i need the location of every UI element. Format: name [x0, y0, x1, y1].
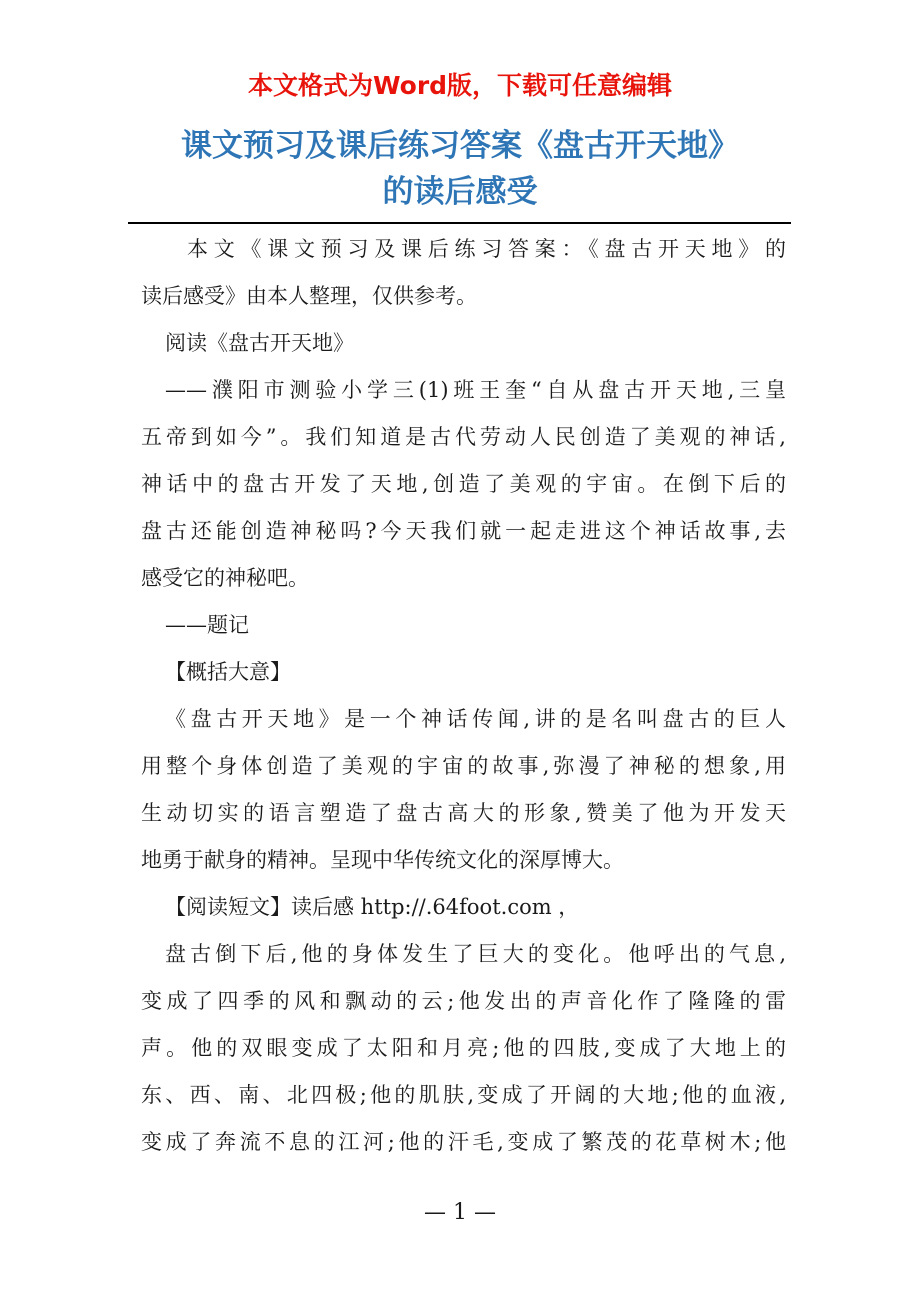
section-heading: 【阅读短文】读后感 http://.64foot.com ， — [165, 895, 580, 919]
paragraph-line: 感受它的神秘吧。 — [141, 566, 309, 590]
paragraph-line: 变成了四季的风和飘动的云;他发出的声音化作了隆隆的雷 — [141, 989, 786, 1013]
section-heading: 【概括大意】 — [165, 660, 291, 684]
document-title-line-2: 的读后感受 — [382, 174, 538, 210]
paragraph-line: 生动切实的语言塑造了盘古高大的形象,赞美了他为开发天 — [141, 801, 786, 825]
paragraph-line: 《盘古开天地》是一个神话传闻,讲的是名叫盘古的巨人 — [165, 707, 786, 731]
paragraph-line: 五帝到如今”。我们知道是古代劳动人民创造了美观的神话, — [141, 425, 786, 449]
paragraph-line: 声。他的双眼变成了太阳和月亮;他的四肢,变成了大地上的 — [141, 1036, 786, 1060]
title-divider — [128, 222, 791, 224]
paragraph-line: ——题记 — [165, 613, 249, 637]
paragraph-line: 盘古还能创造神秘吗?今天我们就一起走进这个神话故事,去 — [141, 519, 786, 543]
document-title-line-1: 课文预习及课后练习答案《盘古开天地》 — [181, 128, 739, 164]
paragraph-line: 变成了奔流不息的江河;他的汗毛,变成了繁茂的花草树木;他 — [141, 1130, 786, 1154]
paragraph-line: ——濮阳市测验小学三(1)班王奎“自从盘古开天地,三皇 — [165, 378, 786, 402]
format-notice-banner: 本文格式为Word版，下载可任意编辑 — [247, 71, 673, 100]
paragraph-line: 用整个身体创造了美观的宇宙的故事,弥漫了神秘的想象,用 — [141, 754, 786, 778]
document-body — [141, 226, 786, 1166]
page-number: — 1 — — [424, 1200, 496, 1225]
paragraph-line: 阅读《盘古开天地》 — [165, 331, 354, 355]
paragraph-line: 本文《课文预习及课后练习答案：《盘古开天地》的 — [187, 237, 786, 261]
paragraph-line: 东、西、南、北四极;他的肌肤,变成了开阔的大地;他的血液, — [141, 1083, 786, 1107]
paragraph-line: 地勇于献身的精神。呈现中华传统文化的深厚博大。 — [141, 848, 624, 872]
paragraph-line: 盘古倒下后,他的身体发生了巨大的变化。他呼出的气息, — [165, 942, 786, 966]
paragraph-line: 读后感受》由本人整理，仅供参考。 — [141, 284, 477, 308]
paragraph-line: 神话中的盘古开发了天地,创造了美观的宇宙。在倒下后的 — [141, 472, 786, 496]
